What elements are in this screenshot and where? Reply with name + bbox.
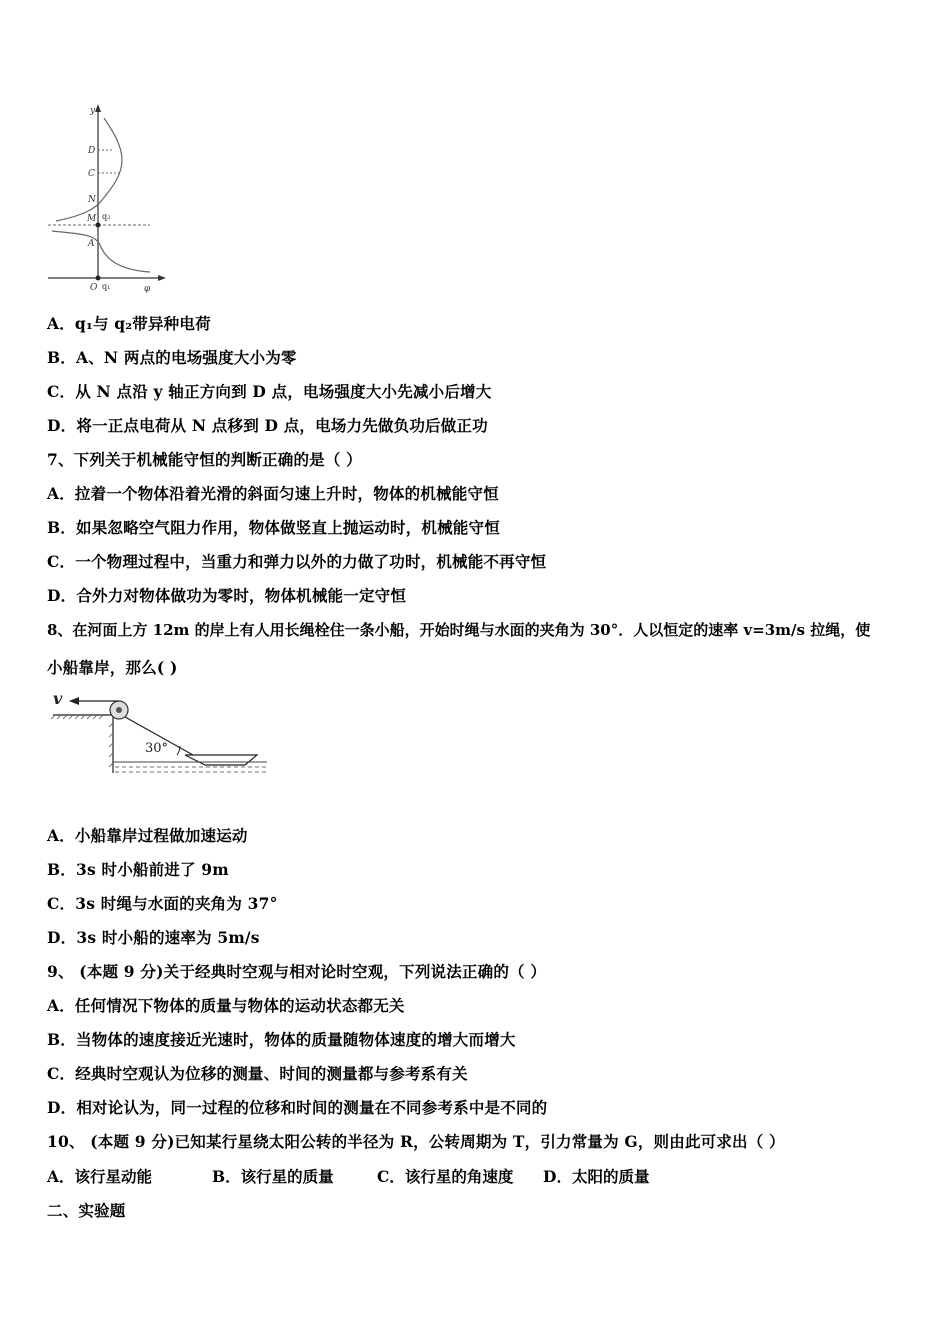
q10-option-d[interactable]: D．太阳的质量 xyxy=(543,1167,650,1186)
label-d: D xyxy=(88,146,96,156)
label-m: M xyxy=(87,214,97,224)
angle-label: 30° xyxy=(145,741,169,756)
q8-stem-line1: 8、在河面上方 12m 的岸上有人用长绳栓住一条小船，开始时绳与水面的夹角为 30°．人以恒定的速率 v=3m/s 拉绳，使 xyxy=(47,621,871,639)
q7-option-a[interactable]: A．拉着一个物体沿着光滑的斜面匀速上升时，物体的机械能守恒 xyxy=(47,484,499,503)
boat-diagram-figure xyxy=(45,685,275,780)
y-axis-arrow-icon xyxy=(95,104,101,112)
section-title: 二、实验题 xyxy=(47,1201,126,1220)
label-q2: q₂ xyxy=(102,212,111,221)
x-axis-arrow-icon xyxy=(158,275,166,281)
q9-option-c[interactable]: C．经典时空观认为位移的测量、时间的测量都与参考系有关 xyxy=(47,1064,468,1083)
q9-stem: 9、 (本题 9 分)关于经典时空观与相对论时空观，下列说法正确的（ ） xyxy=(47,962,547,981)
q8-stem-line2: 小船靠岸，那么( ) xyxy=(47,658,178,677)
q8-option-d[interactable]: D．3s 时小船的速率为 5m/s xyxy=(47,928,260,947)
potential-graph-figure xyxy=(40,100,170,300)
label-a: A xyxy=(88,239,95,249)
q7-option-c[interactable]: C．一个物理过程中，当重力和弹力以外的力做了功时，机械能不再守恒 xyxy=(47,552,547,571)
q9-option-d[interactable]: D．相对论认为，同一过程的位移和时间的测量在不同参考系中是不同的 xyxy=(47,1098,548,1117)
q9-option-b[interactable]: B．当物体的速度接近光速时，物体的质量随物体速度的增大而增大 xyxy=(47,1030,516,1049)
q10-stem: 10、 (本题 9 分)已知某行星绕太阳公转的半径为 R，公转周期为 T，引力常量为 G，则由此可求出（ ） xyxy=(47,1132,785,1151)
q7-option-d[interactable]: D．合外力对物体做功为零时，物体机械能一定守恒 xyxy=(47,586,407,605)
charge-q1-point xyxy=(96,276,101,281)
charge-q2-point xyxy=(96,223,101,228)
label-q1: q₁ xyxy=(102,282,111,291)
q10-options-row xyxy=(47,1165,649,1187)
label-c: C xyxy=(88,169,95,179)
label-n: N xyxy=(88,195,96,205)
q8-option-b[interactable]: B．3s 时小船前进了 9m xyxy=(47,860,229,879)
velocity-arrow-icon xyxy=(69,697,79,705)
q6-option-d[interactable]: D．将一正点电荷从 N 点移到 D 点，电场力先做负功后做正功 xyxy=(47,416,488,435)
q10-option-b[interactable]: B．该行星的质量 xyxy=(212,1167,334,1186)
x-axis-label: φ xyxy=(144,284,151,294)
q6-option-b[interactable]: B．A、N 两点的电场强度大小为零 xyxy=(47,348,297,367)
q10-option-c[interactable]: C．该行星的角速度 xyxy=(377,1167,514,1186)
q10-option-a[interactable]: A．该行星动能 xyxy=(47,1167,153,1186)
q9-option-a[interactable]: A．任何情况下物体的质量与物体的运动状态都无关 xyxy=(47,996,405,1015)
q7-option-b[interactable]: B．如果忽略空气阻力作用，物体做竖直上抛运动时，机械能守恒 xyxy=(47,518,500,537)
boat-icon xyxy=(185,755,257,765)
velocity-label: v xyxy=(53,689,63,708)
q8-option-c[interactable]: C．3s 时绳与水面的夹角为 37° xyxy=(47,894,278,913)
q7-stem: 7、下列关于机械能守恒的判断正确的是（ ） xyxy=(47,450,362,469)
q8-option-a[interactable]: A．小船靠岸过程做加速运动 xyxy=(47,826,248,845)
origin-label: O xyxy=(90,283,98,293)
y-axis-label: y xyxy=(90,106,96,116)
q6-option-c[interactable]: C．从 N 点沿 y 轴正方向到 D 点，电场强度大小先减小后增大 xyxy=(47,382,492,401)
q6-option-a[interactable]: A．q₁与 q₂带异种电荷 xyxy=(47,314,211,333)
